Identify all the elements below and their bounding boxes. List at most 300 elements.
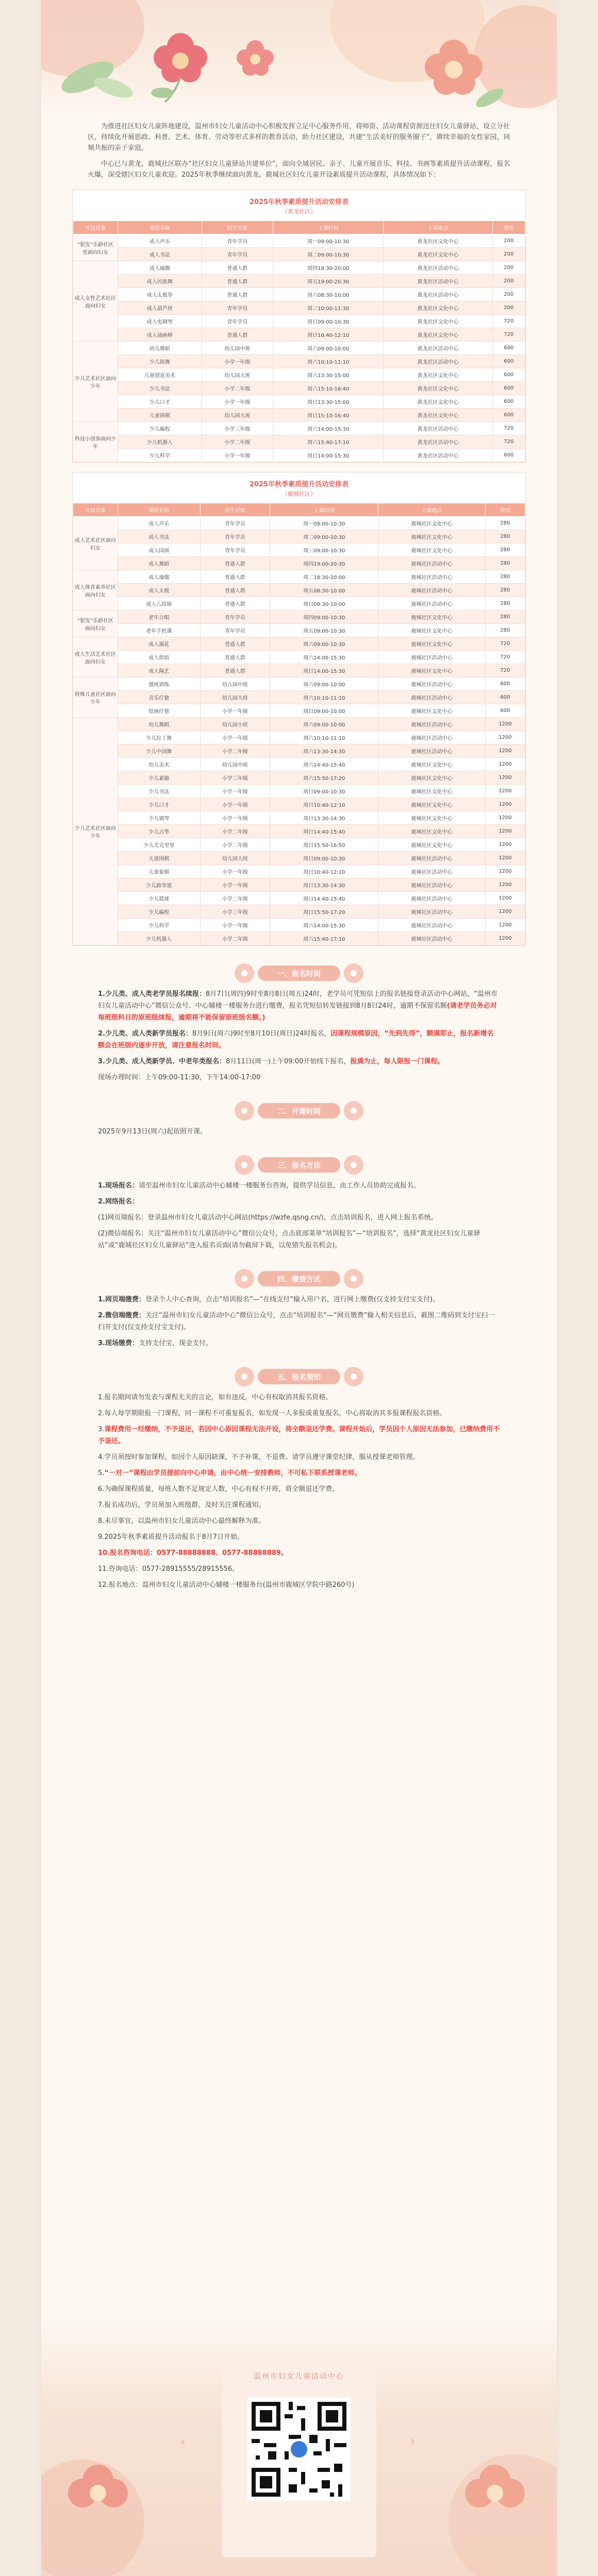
table-cell-time: 周二09:00-10:30 xyxy=(270,530,378,544)
table-row xyxy=(73,637,525,651)
table-cell-fee: 1200 xyxy=(485,838,525,852)
table-cell-time: 周日10:40-12:10 xyxy=(270,798,378,811)
table-cell-place: 黄龙社区文化中心 xyxy=(384,248,492,261)
section-header-open-time xyxy=(41,1096,557,1126)
table-header-cell: 上课时间 xyxy=(270,503,378,517)
qr-title: 温州市妇女儿童活动中心 xyxy=(254,2372,344,2381)
table-row xyxy=(73,651,525,664)
table-cell-place: 鹿城社区文化中心 xyxy=(378,611,485,624)
table-row xyxy=(73,744,525,758)
table-row xyxy=(73,825,525,838)
item-text: 8月9日(周六)9时至8月10日(周日)24时报名， xyxy=(192,1030,331,1038)
table-group-cell: 成人体育素养社区面向妇女 xyxy=(73,570,118,611)
table-cell-target: 普通人群 xyxy=(200,637,270,651)
table-cell-target: 小学三年级 xyxy=(200,771,270,785)
item-text: 9.2025年秋季素质提升活动报名于8月7日开始。 xyxy=(98,1533,244,1541)
table-cell-target: 小学二年级 xyxy=(200,892,270,905)
table-cell-time: 周日15:50-16:50 xyxy=(270,838,378,852)
table-cell-time: 周四19:00-20:30 xyxy=(270,557,378,570)
table-cell-place: 黄龙社区活动中心 xyxy=(384,435,492,449)
table-cell-fee: 600 xyxy=(492,342,525,355)
section-title: 三、报名方法 xyxy=(277,1162,321,1170)
table-cell-place: 鹿城社区活动中心 xyxy=(378,731,485,744)
table-cell-time: 周六10:10-11:10 xyxy=(270,691,378,704)
item-label: 3.现场缴费： xyxy=(98,1340,139,1347)
table-cell-time: 周三09:00-10:30 xyxy=(270,544,378,557)
table-cell-fee: 200 xyxy=(492,234,525,248)
table-row xyxy=(73,892,525,905)
table-cell-fee: 720 xyxy=(492,422,525,435)
table-cell-course: 成人瑜伽 xyxy=(118,261,202,275)
table-cell-course: 儿童围棋 xyxy=(118,409,202,422)
section-title: 二、开课时间 xyxy=(277,1108,321,1116)
table-cell-time: 周六14:00-15:30 xyxy=(273,422,384,435)
table-group-cell: “银发”乐龄社区里面向妇女 xyxy=(73,234,118,261)
table-cell-time: 周日10:40-12:10 xyxy=(273,328,384,342)
item-text: 12.报名地点：温州市妇女儿童活动中心辅楼一楼服务台(温州市鹿城区学院中路260号) xyxy=(98,1581,355,1589)
section-header-registration-time xyxy=(41,958,557,988)
schedule-table-lucheng xyxy=(72,472,526,946)
table-cell-place: 黄龙社区文化中心 xyxy=(384,328,492,342)
flower-decoration-icon xyxy=(41,2367,175,2576)
table-header-cell: 课程名称 xyxy=(118,221,202,234)
table-cell-fee: 280 xyxy=(485,597,525,611)
table-cell-place: 黄龙社区活动中心 xyxy=(384,449,492,462)
table-cell-course: 少儿古筝 xyxy=(118,825,201,838)
table-cell-time: 周日09:00-10:30 xyxy=(270,852,378,865)
table-cell-fee: 200 xyxy=(492,248,525,261)
table-cell-course: 少儿街舞 xyxy=(118,355,202,368)
table-cell-time: 周一09:00-10:30 xyxy=(273,234,384,248)
table-cell-place: 鹿城社区文化中心 xyxy=(378,544,485,557)
table-header-cell: 上课地点 xyxy=(384,221,492,234)
table-cell-course: 成人电钢琴 xyxy=(118,315,202,328)
table-cell-course: 少儿机器人 xyxy=(118,932,201,945)
table-cell-time: 周一09:00-10:30 xyxy=(270,517,378,530)
section-title: 四、缴费方式 xyxy=(277,1276,321,1284)
table-row xyxy=(73,771,525,785)
section-header-notice xyxy=(41,1362,557,1392)
table-cell-place: 鹿城社区活动中心 xyxy=(378,878,485,892)
table-cell-target: 小学一年级 xyxy=(200,785,270,798)
table-cell-place: 黄龙社区文化中心 xyxy=(384,315,492,328)
table-cell-course: 成人舞蹈 xyxy=(118,557,201,570)
table-group-cell: “银发”乐龄社区面向妇女 xyxy=(73,611,118,637)
table-cell-place: 黄龙社区文化中心 xyxy=(384,368,492,382)
table-cell-fee: 600 xyxy=(492,355,525,368)
table-cell-fee: 600 xyxy=(492,368,525,382)
table-cell-target: 幼儿园中班 xyxy=(200,677,270,691)
table-row xyxy=(73,624,525,637)
table-row xyxy=(73,382,525,395)
table-cell-target: 青年学员 xyxy=(200,517,270,530)
table-cell-fee: 1200 xyxy=(485,905,525,919)
table-cell-course: 成人太极 xyxy=(118,584,201,597)
section-title: 五、报名须知 xyxy=(277,1374,321,1382)
item-label: 2.微信端缴费： xyxy=(98,1312,145,1319)
section-header-method xyxy=(41,1150,557,1180)
table-cell-course: 成人声乐 xyxy=(118,517,201,530)
table-cell-fee: 1200 xyxy=(485,758,525,771)
table-cell-course: 老年手机课 xyxy=(118,624,201,637)
table-cell-place: 鹿城社区文化中心 xyxy=(378,771,485,785)
table-cell-course: 成人声乐 xyxy=(118,234,202,248)
table-cell-target: 普通人群 xyxy=(202,288,273,301)
table-row xyxy=(73,838,525,852)
table-cell-course: 少儿钢琴 xyxy=(118,811,201,825)
table-row xyxy=(73,677,525,691)
item-highlight: 10.报名咨询电话：0577-88888888、0577-88888889。 xyxy=(98,1549,288,1557)
table-cell-place: 鹿城社区活动中心 xyxy=(378,852,485,865)
table-cell-target: 普通人群 xyxy=(200,570,270,584)
chevron-left-icon: ‹ xyxy=(180,2434,186,2449)
table-header-cell: 费用 xyxy=(492,221,525,234)
table-group-cell: 成人女性艺术社区面向妇女 xyxy=(73,261,118,342)
table-cell-course: 成人陶艺 xyxy=(118,664,201,677)
table-cell-target: 青年学员 xyxy=(200,530,270,544)
table-row xyxy=(73,731,525,744)
table-row xyxy=(73,435,525,449)
table-cell-time: 周五19:00-20:30 xyxy=(273,275,384,288)
table-cell-time: 周四18:30-20:00 xyxy=(273,261,384,275)
table-cell-place: 鹿城社区文化中心 xyxy=(378,785,485,798)
table-cell-course: 成人书法 xyxy=(118,530,201,544)
table-cell-time: 周日14:40-15:40 xyxy=(270,892,378,905)
table-cell-fee: 1200 xyxy=(485,919,525,932)
table-cell-place: 鹿城社区文化中心 xyxy=(378,624,485,637)
chevron-right-icon: › xyxy=(410,2434,416,2449)
table-cell-place: 鹿城社区活动中心 xyxy=(378,865,485,878)
schedule-table xyxy=(73,503,525,945)
item-highlight: “一对一”课程由学员提前向中心申请，由中心统一安排教师，不可私下联系授课老师。 xyxy=(104,1469,361,1477)
table-cell-course: 成人书法 xyxy=(118,248,202,261)
table-header-cell: 费用 xyxy=(485,503,525,517)
table-cell-course: 儿童象棋 xyxy=(118,865,201,878)
item-label: 1.现场报名： xyxy=(98,1182,139,1190)
table-cell-time: 周三10:00-11:30 xyxy=(273,301,384,315)
table-cell-fee: 600 xyxy=(492,382,525,395)
table-cell-fee: 720 xyxy=(485,651,525,664)
table-cell-place: 黄龙社区活动中心 xyxy=(384,288,492,301)
table-cell-fee: 1200 xyxy=(485,785,525,798)
intro-paragraph: 为推进社区妇女儿童阵地建设，温州市妇女儿童活动中心积极发挥立足中心服务作用，将师资、活动课程资源送往妇女儿童驿站，设立分社区，持续化开展思政、科普、艺术、体育、劳动等形式多样的教育活动，助力社区建设，共建“生活美好的服务圈子”，赓续幸福的女性家园，同频共振的亲子家庭。 xyxy=(88,123,510,152)
table-cell-target: 普通人群 xyxy=(202,328,273,342)
table-cell-course: 音乐疗愈 xyxy=(118,691,201,704)
table-cell-course: 少儿科学 xyxy=(118,449,202,462)
table-cell-time: 周六13:30-14:30 xyxy=(270,744,378,758)
table-group-cell: 特殊儿童社区面向少年 xyxy=(73,677,118,718)
table-row xyxy=(73,342,525,355)
table-cell-target: 幼儿园小班 xyxy=(200,718,270,731)
table-group-cell: 科技小创客面向少年 xyxy=(73,422,118,462)
table-cell-target: 小学一年级 xyxy=(200,919,270,932)
table-cell-place: 黄龙社区活动中心 xyxy=(384,422,492,435)
table-row xyxy=(73,301,525,315)
table-cell-time: 周六09:00-10:00 xyxy=(273,342,384,355)
item-label: 5. xyxy=(98,1469,105,1477)
table-cell-fee: 1200 xyxy=(485,771,525,785)
table-cell-time: 周日15:10-16:40 xyxy=(273,409,384,422)
item-label: 2.网络报名： xyxy=(98,1198,139,1206)
table-cell-fee: 200 xyxy=(492,288,525,301)
table-row xyxy=(73,691,525,704)
table-cell-target: 小学一年级 xyxy=(200,878,270,892)
table-cell-fee: 1200 xyxy=(485,811,525,825)
item-label: 2.少儿类、成人类新学员报名： xyxy=(98,1030,192,1038)
item-text: 现场办理时间：上午09:00-11:30，下午14:00-17:00 xyxy=(98,1074,261,1081)
table-cell-target: 小学一年级 xyxy=(200,811,270,825)
table-cell-course: 成人国画 xyxy=(118,544,201,557)
table-row xyxy=(73,852,525,865)
table-cell-target: 青年学员 xyxy=(200,624,270,637)
item-text: (1)网页端报名：登录温州市妇女儿童活动中心网站(https://wzfe.qsng.cn/)，点击培训报名，进入网上报名系统。 xyxy=(98,1214,438,1222)
table-header-cell: 开设对象 xyxy=(73,221,118,234)
table-cell-time: 周六14:00-15:30 xyxy=(270,651,378,664)
section-header-payment xyxy=(41,1264,557,1294)
item-text: 7.报名成功后，学员须加入班级群，及时关注课程通知。 xyxy=(98,1501,265,1509)
table-cell-course: 成人烘焙 xyxy=(118,651,201,664)
table-cell-target: 普通人群 xyxy=(202,275,273,288)
table-cell-time: 周五09:00-10:30 xyxy=(270,624,378,637)
table-cell-time: 周六13:30-15:00 xyxy=(273,368,384,382)
table-cell-place: 鹿城社区文化中心 xyxy=(378,758,485,771)
item-highlight: 课程费用一经缴纳，不予退还，若因中心原因课程无法开设，将全额退还学费。课程开始后，学员因个人原因无法参加，已缴纳费用不予退还。 xyxy=(98,1426,500,1445)
table-cell-target: 青年学员 xyxy=(200,611,270,624)
table-cell-target: 小学二年级 xyxy=(200,932,270,945)
table-cell-time: 周日10:40-12:10 xyxy=(270,865,378,878)
table-cell-place: 鹿城社区活动中心 xyxy=(378,651,485,664)
table-cell-fee: 280 xyxy=(485,530,525,544)
table-cell-place: 黄龙社区文化中心 xyxy=(384,382,492,395)
table-cell-place: 鹿城社区活动中心 xyxy=(378,584,485,597)
table-cell-course: 儿童围棋 xyxy=(118,852,201,865)
table-cell-target: 幼儿园大班 xyxy=(202,409,273,422)
leaf-decoration-icon xyxy=(57,46,139,108)
item-text: 4.学员须按时参加课程，如因个人原因缺课，不予补课，不退费。请学员遵守课堂纪律，服从授课老师管理。 xyxy=(98,1453,420,1461)
table-cell-time: 周日09:00-10:30 xyxy=(273,315,384,328)
table-cell-target: 小学一年级 xyxy=(200,704,270,718)
item-label: 3.少儿类、成人类新学员、中老年类报名： xyxy=(98,1058,226,1065)
table-cell-fee: 600 xyxy=(485,691,525,704)
table-cell-time: 周六15:50-17:20 xyxy=(270,771,378,785)
item-label: 1.网页端缴费： xyxy=(98,1296,145,1303)
table-cell-target: 普通人群 xyxy=(200,597,270,611)
table-cell-fee: 280 xyxy=(485,557,525,570)
table-cell-place: 鹿城社区活动中心 xyxy=(378,597,485,611)
item-highlight: (请老学员务必对每班级科目的原班级续报，逾期将不能保留原班级名额。) xyxy=(98,1002,497,1022)
item-text: 2.每人每学期限报一门课程，同一课程不可重复报名，如发现一人多报或重复报名，中心将取消其多报课程报名资格。 xyxy=(98,1410,446,1417)
table-cell-target: 小学二年级 xyxy=(202,435,273,449)
table-cell-course: 少儿口才 xyxy=(118,395,202,409)
table-row xyxy=(73,275,525,288)
table-cell-target: 小学一年级 xyxy=(200,865,270,878)
table-cell-place: 鹿城社区文化中心 xyxy=(378,798,485,811)
table-cell-course: 幼儿舞蹈 xyxy=(118,718,201,731)
table-row xyxy=(73,234,525,248)
table-cell-time: 周日14:40-15:40 xyxy=(270,825,378,838)
table-cell-target: 小学一年级 xyxy=(202,449,273,462)
table-cell-course: 绘画疗愈 xyxy=(118,704,201,718)
item-text: 6.为确保课程质量，每班人数不足规定人数，中心有权不开班，将全额退还学费。 xyxy=(98,1485,339,1493)
table-row xyxy=(73,865,525,878)
flower-decoration-icon xyxy=(402,26,505,113)
table-cell-place: 黄龙社区活动中心 xyxy=(384,261,492,275)
table-cell-time: 周六10:10-11:10 xyxy=(270,731,378,744)
table-cell-time: 周日09:00-10:30 xyxy=(270,785,378,798)
schedule-table xyxy=(73,221,525,462)
item-text: 关注“温州市妇女儿童活动中心”微信公众号，点击“培训报名”—“网页缴费”输入相关信息后，截图二维码到支付宝扫一扫并支付(仅支持支付宝支付)。 xyxy=(98,1312,495,1331)
table-cell-target: 小学二年级 xyxy=(200,838,270,852)
table-row xyxy=(73,422,525,435)
item-text: 8月11日(周一)上午09:00开始线下报名， xyxy=(225,1058,351,1065)
table-cell-fee: 1200 xyxy=(485,892,525,905)
table-cell-place: 鹿城社区活动中心 xyxy=(378,744,485,758)
table-cell-target: 幼儿园中班 xyxy=(200,758,270,771)
table-cell-course: 少儿素描 xyxy=(118,771,201,785)
table-header-cell: 招生对象 xyxy=(202,221,273,234)
table-cell-place: 鹿城社区活动中心 xyxy=(378,570,485,584)
payment-text xyxy=(41,1294,557,1349)
table-cell-target: 幼儿园大班 xyxy=(200,852,270,865)
table-cell-time: 周六15:40-17:10 xyxy=(270,932,378,945)
table-cell-time: 周五08:30-10:00 xyxy=(270,584,378,597)
table-row xyxy=(73,288,525,301)
table-row xyxy=(73,530,525,544)
table-row xyxy=(73,315,525,328)
table-cell-time: 周日13:30-15:00 xyxy=(273,395,384,409)
table-row xyxy=(73,584,525,597)
item-text: 8.未尽事宜，以温州市妇女儿童活动中心最终解释为准。 xyxy=(98,1517,265,1525)
table-cell-place: 鹿城社区活动中心 xyxy=(378,677,485,691)
table-row xyxy=(73,664,525,677)
table-cell-target: 幼儿园大班 xyxy=(202,368,273,382)
table-row xyxy=(73,932,525,945)
table-cell-time: 周日15:50-17:20 xyxy=(270,905,378,919)
table-cell-target: 小学一年级 xyxy=(200,798,270,811)
table-cell-course: 成人瑜伽 xyxy=(118,570,201,584)
footer xyxy=(41,2315,557,2576)
table-row xyxy=(73,355,525,368)
table-cell-course: 成人葫芦丝 xyxy=(118,301,202,315)
item-label: 1.少儿类、成人类老学员报名续报： xyxy=(98,990,206,998)
schedule-table-huanglong xyxy=(72,190,526,463)
method-text xyxy=(41,1180,557,1251)
table-cell-fee: 200 xyxy=(492,275,525,288)
table-cell-target: 青年学员 xyxy=(202,301,273,315)
table-cell-course: 少儿机器人 xyxy=(118,435,202,449)
table-cell-target: 普通人群 xyxy=(200,651,270,664)
table-cell-target: 小学二年级 xyxy=(200,825,270,838)
table-cell-fee: 280 xyxy=(485,570,525,584)
table-cell-target: 小学一年级 xyxy=(200,731,270,744)
item-text: 2025年9月13日(周六)起依照开课。 xyxy=(98,1128,207,1136)
table-row xyxy=(73,449,525,462)
table-cell-time: 周六15:10-16:40 xyxy=(273,382,384,395)
table-cell-fee: 720 xyxy=(485,664,525,677)
table-cell-fee: 1200 xyxy=(485,744,525,758)
table-cell-target: 青年学员 xyxy=(200,544,270,557)
qr-code-icon xyxy=(247,2398,351,2501)
qr-card xyxy=(222,2362,376,2557)
table-cell-target: 青年学员 xyxy=(202,315,273,328)
flower-decoration-icon xyxy=(134,15,227,103)
table-cell-fee: 720 xyxy=(492,435,525,449)
table-cell-place: 黄龙社区活动中心 xyxy=(384,342,492,355)
table-cell-fee: 200 xyxy=(492,301,525,315)
table-cell-course: 少儿编程 xyxy=(118,905,201,919)
flower-decoration-icon xyxy=(412,2357,557,2576)
table-cell-time: 周六10:10-11:10 xyxy=(273,355,384,368)
item-text: 登录个人中心查询，点击“培训报名”—“在线支付”输入用户名，进行网上缴费(仅支持支付宝支付)。 xyxy=(145,1296,440,1303)
table-cell-course: 儿童创意美术 xyxy=(118,368,202,382)
table-cell-fee: 600 xyxy=(492,395,525,409)
table-cell-fee: 1200 xyxy=(485,932,525,945)
table-cell-place: 鹿城社区文化中心 xyxy=(378,838,485,852)
item-text: 支持支付宝、现金支付。 xyxy=(138,1340,212,1347)
table-cell-course: 幼儿美术 xyxy=(118,758,201,771)
intro-paragraph: 中心已与黄龙、鹿城社区联办“社区妇女儿童驿站共建单位”，面向全域居民、亲子、儿童开展音乐、科技、书画等素质提升活动课程，报名火爆，深受辖区妇女儿童欢迎。2025年秋季继续面向黄龙、鹿城社区妇女儿童开设素质提升活动课程，具体情况如下： xyxy=(88,160,510,179)
table-cell-course: 少儿书法 xyxy=(118,382,202,395)
table-cell-course: 成人八段锦 xyxy=(118,597,201,611)
table-cell-fee: 280 xyxy=(485,544,525,557)
table-row xyxy=(73,248,525,261)
table-cell-time: 周日13:30-14:30 xyxy=(270,811,378,825)
table-subtitle: （鹿城社区） xyxy=(282,490,316,497)
table-header-cell: 上课时间 xyxy=(273,221,384,234)
item-text: 请至温州市妇女儿童活动中心辅楼一楼服务台咨询，提供学员信息，由工作人员协助完成报名。 xyxy=(138,1182,420,1190)
notice-text xyxy=(41,1392,557,1591)
table-cell-target: 普通人群 xyxy=(202,261,273,275)
table-title: 2025年秋季素质提升活动安排表 xyxy=(249,198,349,206)
table-row xyxy=(73,785,525,798)
table-cell-place: 鹿城社区活动中心 xyxy=(378,905,485,919)
table-cell-place: 黄龙社区文化中心 xyxy=(384,234,492,248)
table-cell-course: 成人插花 xyxy=(118,637,201,651)
table-header-cell: 上课地点 xyxy=(378,503,485,517)
table-cell-fee: 1200 xyxy=(485,718,525,731)
table-subtitle: （黄龙社区） xyxy=(282,208,316,215)
table-cell-fee: 720 xyxy=(492,328,525,342)
table-row xyxy=(73,704,525,718)
table-cell-course: 少儿篮球 xyxy=(118,892,201,905)
table-cell-time: 周六14:00-15:30 xyxy=(270,919,378,932)
table-cell-fee: 280 xyxy=(485,624,525,637)
table-cell-time: 周六14:40-15:40 xyxy=(270,758,378,771)
table-cell-place: 鹿城社区文化中心 xyxy=(378,637,485,651)
table-cell-place: 鹿城社区活动中心 xyxy=(378,932,485,945)
table-cell-course: 少儿拉丁舞 xyxy=(118,731,201,744)
table-group-cell: 成人艺术社区面向妇女 xyxy=(73,517,118,570)
table-cell-time: 周六08:30-10:00 xyxy=(273,288,384,301)
table-cell-fee: 280 xyxy=(485,517,525,530)
table-row xyxy=(73,328,525,342)
table-cell-time: 周六15:40-17:10 xyxy=(273,435,384,449)
table-cell-fee: 1200 xyxy=(485,825,525,838)
table-cell-place: 鹿城社区活动中心 xyxy=(378,718,485,731)
table-cell-course: 少儿跆拳道 xyxy=(118,878,201,892)
table-cell-target: 普通人群 xyxy=(200,664,270,677)
table-cell-target: 普通人群 xyxy=(200,557,270,570)
table-cell-fee: 720 xyxy=(492,315,525,328)
table-cell-course: 成人民族舞 xyxy=(118,275,202,288)
item-text: 8月7日(周四)9时至8月8日(周五)24时，老学员可凭短信上的报名链接登录活动中心网站，“温州市妇女儿童活动中心”微信公众号、中心辅楼一楼服务台进行缴费，报名凭短信转发链接到8月8日24时，逾期不保留名额 xyxy=(98,990,497,1010)
table-cell-fee: 1200 xyxy=(485,852,525,865)
table-header-cell: 招生对象 xyxy=(200,503,270,517)
table-cell-place: 鹿城社区文化中心 xyxy=(378,811,485,825)
table-row xyxy=(73,517,525,530)
table-cell-target: 幼儿园中班 xyxy=(202,342,273,355)
table-row xyxy=(73,368,525,382)
